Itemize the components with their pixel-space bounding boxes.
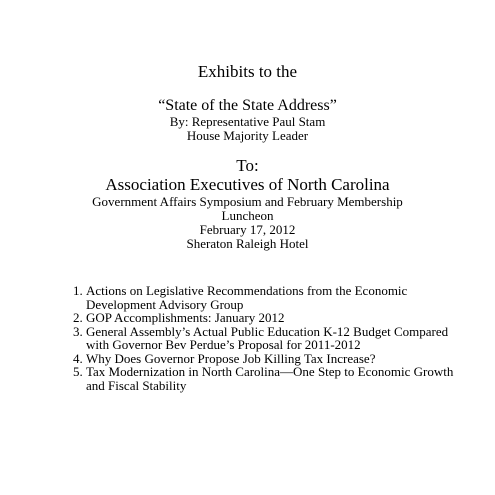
event-venue: Sheraton Raleigh Hotel: [186, 236, 309, 251]
address-name: “State of the State Address”: [158, 97, 337, 114]
exhibit-item: 5. Tax Modernization in North Carolina—One Step to Economic Growth and Fiscal Stability: [86, 365, 466, 392]
event-date: February 17, 2012: [199, 222, 296, 237]
by-line: By: Representative Paul Stam: [169, 114, 326, 129]
page-title: Exhibits to the: [197, 62, 298, 81]
title-block: [0, 62, 495, 82]
exhibit-item: 3. General Assembly’s Actual Public Education K-12 Budget Compared with Governor Bev Perdue’s Proposal for 2011-2012: [86, 325, 466, 352]
exhibit-item: 1. Actions on Legislative Recommendations from the Economic Development Advisory Group: [86, 284, 466, 311]
exhibit-list: [68, 284, 466, 392]
organization-name: Association Executives of North Carolina: [105, 175, 390, 194]
to-label: To:: [236, 156, 259, 175]
event-line-1: Government Affairs Symposium and February Membership: [92, 194, 403, 209]
recipient-block: [0, 156, 495, 251]
speaker-role: House Majority Leader: [186, 128, 309, 143]
exhibit-item: 4. Why Does Governor Propose Job Killing Tax Increase?: [86, 352, 466, 366]
address-block: [0, 96, 495, 143]
event-line-2: Luncheon: [221, 208, 274, 223]
exhibit-item: 2. GOP Accomplishments: January 2012: [86, 311, 466, 325]
